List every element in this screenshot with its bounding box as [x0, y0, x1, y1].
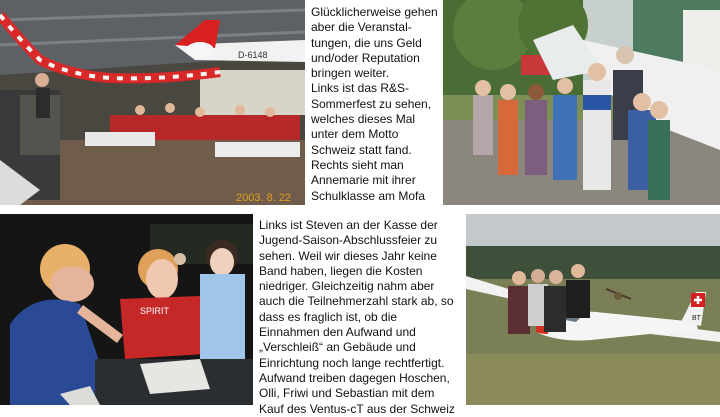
photo-kasse: [0, 214, 253, 405]
top-text-block: Glücklicherweise gehen aber die Veranstal- tungen, die uns Geld und/oder Reputation bringen weiter. Links ist das R&S- Sommerfest zu sehen, welches dieses Mal unter dem Motto Schweiz statt fand. Rechts sieht man Annemarie mit ihrer Schulklasse am Mofa: [311, 5, 438, 203]
photo-mofa: [443, 0, 720, 205]
photo-ventus: [466, 214, 720, 405]
tail-code: BT: [692, 315, 701, 322]
shirt-print: SPIRIT: [140, 306, 170, 316]
date-stamp: 2003. 8. 22: [236, 192, 292, 204]
bottom-text-block: Links ist Steven an der Kasse der Jugend-Saison-Abschlussfeier zu sehen. Weil wir dieses Jahr keine Band haben, liegen die Kosten niedriger. Gleichzeitig nahm aber auch die Teilnehmerzahl stark ab, so dass es fraglich ist, ob die Einnahmen den Aufwand und „Verschleiß“ an Gebäude und Einrichtung noch lange rechtfertigt. Aufwand treiben dagegen Hoschen, Olli, Friwi und Sebastian mit dem Kauf des Ventus-cT aus der Schweiz: [259, 218, 455, 416]
photo-sommerfest: [0, 0, 305, 205]
glider-registration: D-6148: [238, 50, 268, 60]
